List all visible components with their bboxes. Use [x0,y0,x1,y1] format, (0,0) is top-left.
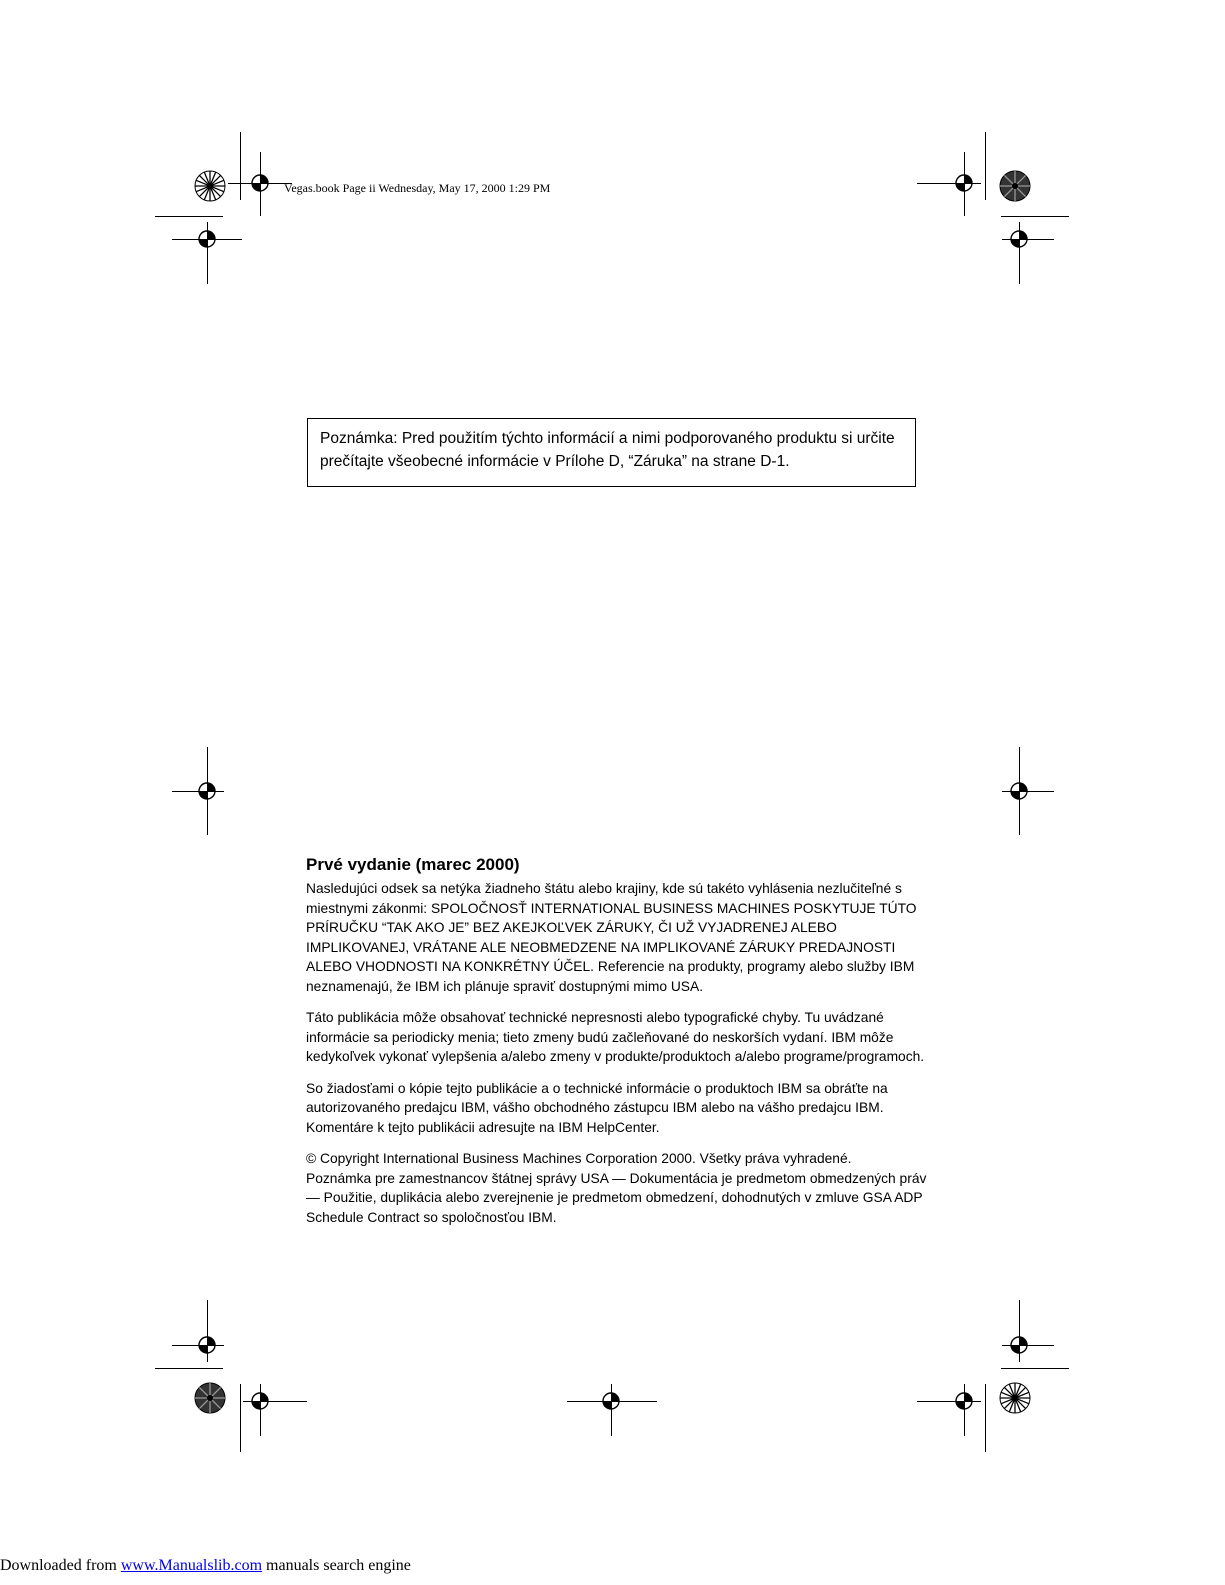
crop-mark [1001,1368,1069,1369]
crop-mark [172,1345,224,1346]
crop-mark [207,1300,208,1362]
crop-mark [240,132,241,200]
crop-mark [228,183,292,184]
crop-mark [1019,222,1020,284]
crop-mark [917,183,981,184]
crop-mark [964,1384,965,1436]
crop-mark [260,1384,261,1436]
crop-mark [1019,1300,1020,1362]
crop-mark [1002,239,1054,240]
notice-box [307,418,916,487]
star-target-icon [999,170,1031,202]
crop-mark [985,132,986,200]
crop-mark [917,1401,981,1402]
crop-mark [964,152,965,216]
crop-mark [260,152,261,216]
crop-mark [985,1384,986,1452]
crop-mark [155,216,223,217]
copyright-line: © Copyright International Business Machines Corporation 2000. Všetky práva vyhradené. [306,1151,852,1166]
crop-mark [1002,791,1054,792]
contact-paragraph: So žiadosťami o kópie tejto publikácie a o technické informácie o produktoch IBM sa obráťte na autorizovaného predajcu IBM, vášho obchodného zástupcu IBM alebo na vášho predajcu IBM. Komentáre k tejto publikácii adresujte na IBM HelpCenter. [306,1080,888,1135]
crop-mark [172,239,242,240]
crop-mark [207,222,208,284]
star-target-icon [999,1382,1031,1414]
print-slug: Vegas.book Page ii Wednesday, May 17, 2000 1:29 PM [284,181,551,195]
government-rights-notice: Poznámka pre zamestnancov štátnej správy USA — Dokumentácia je predmetom obmedzených práv — Použitie, duplikácia alebo zverejnenie je predmetom obmedzení, dohodnutých v zmluve GSA ADP Schedule Contract so spoločnosťou IBM. [306,1170,927,1225]
footer-suffix: manuals search engine [262,1557,411,1574]
accuracy-paragraph: Táto publikácia môže obsahovať technické nepresnosti alebo typografické chyby. Tu uvádzané informácie sa periodicky menia; tieto zmeny budú začleňované do neskorších vydaní. IBM môže kedykoľvek vykonať vylepšenia a/alebo zmeny v produkte/produktoch a/alebo programe/programoch. [306,1010,925,1064]
footer-prefix: Downloaded from [0,1557,121,1574]
disclaimer-paragraph: Nasledujúci odsek sa netýka žiadneho štátu alebo krajiny, kde sú takéto vyhlásenia nezlučiteľné s miestnymi zákonmi: SPOLOČNOSŤ INTERNATIONAL BUSINESS MACHINES POSKYTUJE TÚTO PRÍRUČKU “TAK AKO JE” BEZ AKEJKOĽVEK ZÁRUKY, ČI UŽ VYJADRENEJ ALEBO IMPLIKOVANEJ, VRÁTANE ALE NEOBMEDZENE NA IMPLIKOVANÉ ZÁRUKY PREDAJNOSTI ALEBO VHODNOSTI NA KONKRÉTNY ÚČEL. Referencie na produkty, programy alebo služby IBM neznamenajú, že IBM ich plánuje spraviť dostupnými mimo USA. [306,881,917,994]
crop-mark [611,1384,612,1436]
crop-mark [155,1368,223,1369]
crop-mark [172,791,224,792]
manualslib-link[interactable]: www.Manualslib.com [120,1557,263,1574]
crop-mark [240,1384,241,1452]
download-footer [0,1557,411,1575]
star-target-icon [194,170,226,202]
crop-mark [567,1401,657,1402]
crop-mark [1002,1345,1054,1346]
star-target-icon [194,1382,226,1414]
edition-notice [306,854,938,1227]
crop-mark [1001,216,1069,217]
notice-text: Poznámka: Pred použitím týchto informácií a nimi podporovaného produktu si určite prečítajte všeobecné informácie v Prílohe D, “Záruka” na strane D-1. [320,430,895,470]
edition-heading: Prvé vydanie (marec 2000) [306,855,520,874]
crop-mark [243,1401,307,1402]
